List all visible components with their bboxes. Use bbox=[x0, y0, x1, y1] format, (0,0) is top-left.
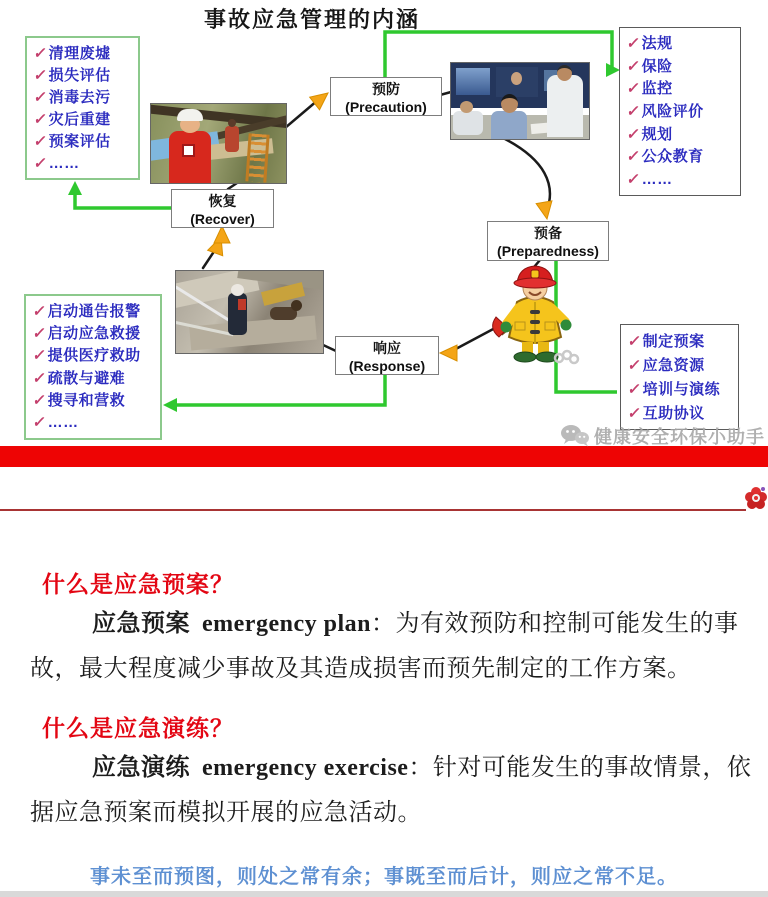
checklist-item-label: …… bbox=[47, 414, 79, 432]
check-icon: ✓ bbox=[31, 347, 48, 365]
checklist-item bbox=[34, 90, 136, 105]
worker-figure bbox=[225, 126, 239, 152]
precaution-checklist bbox=[619, 27, 741, 196]
seated-person bbox=[453, 111, 483, 135]
check-icon: ✓ bbox=[31, 391, 48, 409]
check-icon: ✓ bbox=[626, 332, 643, 350]
checklist-item bbox=[627, 149, 738, 164]
person-head bbox=[557, 65, 572, 81]
checklist-item bbox=[33, 304, 158, 319]
check-icon: ✓ bbox=[31, 369, 48, 387]
node-label-en: (Preparedness) bbox=[497, 243, 599, 259]
bottom-edge-strip bbox=[0, 891, 768, 897]
checklist-item-label: 启动应急救援 bbox=[47, 324, 141, 342]
check-icon: ✓ bbox=[625, 171, 642, 189]
checklist-item bbox=[34, 134, 136, 149]
term-en: emergency plan bbox=[202, 611, 371, 637]
check-icon: ✓ bbox=[625, 148, 642, 166]
red-banner bbox=[0, 446, 768, 467]
checklist-item-label: 保险 bbox=[641, 57, 673, 75]
check-icon: ✓ bbox=[31, 302, 48, 320]
definition-body: ：为有效预防和控制可能发生的事故，最大程度减少事故及其造成损害而预先制定的工作方案。 bbox=[30, 611, 739, 682]
checklist-item-label: 损失评估 bbox=[48, 66, 111, 84]
checklist-item bbox=[627, 104, 738, 119]
checklist-item-label: 灾后重建 bbox=[48, 110, 111, 128]
checklist-item-label: 疏散与避难 bbox=[47, 369, 126, 387]
flower-logo bbox=[744, 482, 768, 516]
check-icon: ✓ bbox=[626, 404, 643, 422]
node-precaution bbox=[330, 77, 442, 116]
checklist-item-label: 互助协议 bbox=[642, 404, 705, 422]
checklist-item-label: 培训与演练 bbox=[642, 380, 721, 398]
checklist-item bbox=[34, 112, 136, 127]
checklist-item-label: 风险评价 bbox=[641, 102, 704, 120]
check-icon: ✓ bbox=[625, 57, 642, 75]
check-icon: ✓ bbox=[32, 132, 49, 150]
node-label-en: (Recover) bbox=[190, 210, 255, 227]
screen bbox=[456, 68, 490, 95]
node-label-zh: 响应 bbox=[373, 339, 401, 356]
checklist-item bbox=[628, 406, 736, 421]
node-preparedness bbox=[487, 221, 609, 261]
watermark bbox=[560, 423, 765, 449]
checklist-item-label: 规划 bbox=[641, 125, 673, 143]
definition-body: ：针对可能发生的事故情景，依据应急预案而模拟开展的应急活动。 bbox=[30, 755, 752, 826]
standing-person bbox=[547, 75, 583, 137]
speaker-on-screen bbox=[511, 72, 522, 85]
checklist-item-label: …… bbox=[48, 154, 80, 172]
term-zh: 应急演练 bbox=[92, 755, 190, 781]
checklist-item-label: 消毒去污 bbox=[48, 88, 111, 106]
section-heading-exercise: 什么是应急演练？ bbox=[42, 715, 234, 741]
checklist-item-label: 清理废墟 bbox=[48, 44, 111, 62]
check-icon: ✓ bbox=[32, 44, 49, 62]
rescue-pack bbox=[238, 299, 246, 310]
checklist-item bbox=[627, 81, 738, 96]
checklist-item-label: 法规 bbox=[641, 34, 673, 52]
recover-checklist bbox=[25, 36, 140, 180]
watermark-text: 健康安全环保小助手 bbox=[594, 427, 765, 447]
seated-person bbox=[491, 111, 527, 139]
checklist-item bbox=[627, 127, 738, 142]
checklist-item bbox=[34, 68, 136, 83]
checklist-item bbox=[627, 172, 738, 187]
checklist-item bbox=[33, 371, 158, 386]
rescue-dog-head bbox=[291, 300, 302, 311]
check-icon: ✓ bbox=[32, 88, 49, 106]
checklist-item-label: 搜寻和营救 bbox=[47, 391, 126, 409]
fire-helmet bbox=[514, 266, 556, 288]
checklist-item-label: 制定预案 bbox=[642, 332, 705, 350]
red-shirt-volunteer bbox=[169, 131, 211, 183]
checklist-item bbox=[628, 358, 736, 373]
checklist-item bbox=[627, 59, 738, 74]
checklist-item bbox=[34, 46, 136, 61]
checklist-item bbox=[628, 334, 736, 349]
search-rescue-rubble-photo bbox=[175, 270, 324, 354]
check-icon: ✓ bbox=[31, 414, 48, 432]
term-en: emergency exercise bbox=[202, 755, 409, 781]
check-icon: ✓ bbox=[32, 66, 49, 84]
checklist-item bbox=[33, 326, 158, 341]
checklist-item-label: 公众教育 bbox=[641, 148, 704, 166]
checklist-item-label: …… bbox=[641, 171, 673, 189]
check-icon: ✓ bbox=[625, 80, 642, 98]
checklist-item bbox=[33, 415, 158, 430]
preparedness-checklist bbox=[620, 324, 739, 430]
ladder bbox=[245, 133, 269, 182]
checklist-item-label: 监控 bbox=[641, 80, 673, 98]
person-head bbox=[501, 94, 518, 113]
person-head bbox=[460, 101, 473, 113]
checklist-item-label: 提供医疗救助 bbox=[47, 347, 141, 365]
check-icon: ✓ bbox=[626, 380, 643, 398]
checklist-item bbox=[33, 348, 158, 363]
term-zh: 应急预案 bbox=[92, 611, 190, 637]
check-icon: ✓ bbox=[626, 356, 643, 374]
checklist-item-label: 启动通告报警 bbox=[47, 302, 141, 320]
page-title: 事故应急管理的内涵 bbox=[203, 7, 420, 32]
footer-quote: 事未至而预图，则处之常有余；事既至而后计，则应之常不足。 bbox=[90, 866, 678, 888]
definition-emergency-plan bbox=[30, 602, 754, 692]
red-divider-line bbox=[0, 509, 746, 511]
checklist-item bbox=[34, 156, 136, 171]
emergency-control-room-photo bbox=[450, 62, 590, 140]
wechat-icon bbox=[560, 424, 590, 448]
checklist-item bbox=[627, 36, 738, 51]
disaster-rebuilding-photo bbox=[150, 103, 287, 184]
node-recover bbox=[171, 189, 274, 228]
checklist-item bbox=[33, 393, 158, 408]
rescuer-helmet bbox=[231, 284, 244, 296]
section-heading-plan: 什么是应急预案？ bbox=[42, 571, 234, 597]
node-label-en: (Response) bbox=[348, 357, 426, 374]
checklist-item-label: 预案评估 bbox=[48, 132, 111, 150]
node-label-zh: 预备 bbox=[534, 225, 562, 241]
checklist-item-label: 应急资源 bbox=[642, 356, 705, 374]
node-label-zh: 恢复 bbox=[208, 192, 237, 209]
node-label-en: (Precaution) bbox=[345, 98, 427, 115]
check-icon: ✓ bbox=[32, 110, 49, 128]
worker-head bbox=[228, 119, 236, 127]
node-label-zh: 预防 bbox=[372, 80, 400, 97]
check-icon: ✓ bbox=[625, 125, 642, 143]
firefighter-cartoon bbox=[487, 262, 583, 366]
check-icon: ✓ bbox=[32, 154, 49, 172]
node-response bbox=[335, 336, 439, 375]
check-icon: ✓ bbox=[31, 324, 48, 342]
checklist-item bbox=[628, 382, 736, 397]
check-icon: ✓ bbox=[625, 102, 642, 120]
definition-emergency-exercise bbox=[30, 746, 754, 836]
emergency-cycle-diagram bbox=[0, 0, 768, 445]
response-checklist bbox=[24, 294, 162, 440]
shirt-logo bbox=[182, 144, 195, 157]
check-icon: ✓ bbox=[625, 34, 642, 52]
hard-hat bbox=[177, 109, 203, 121]
